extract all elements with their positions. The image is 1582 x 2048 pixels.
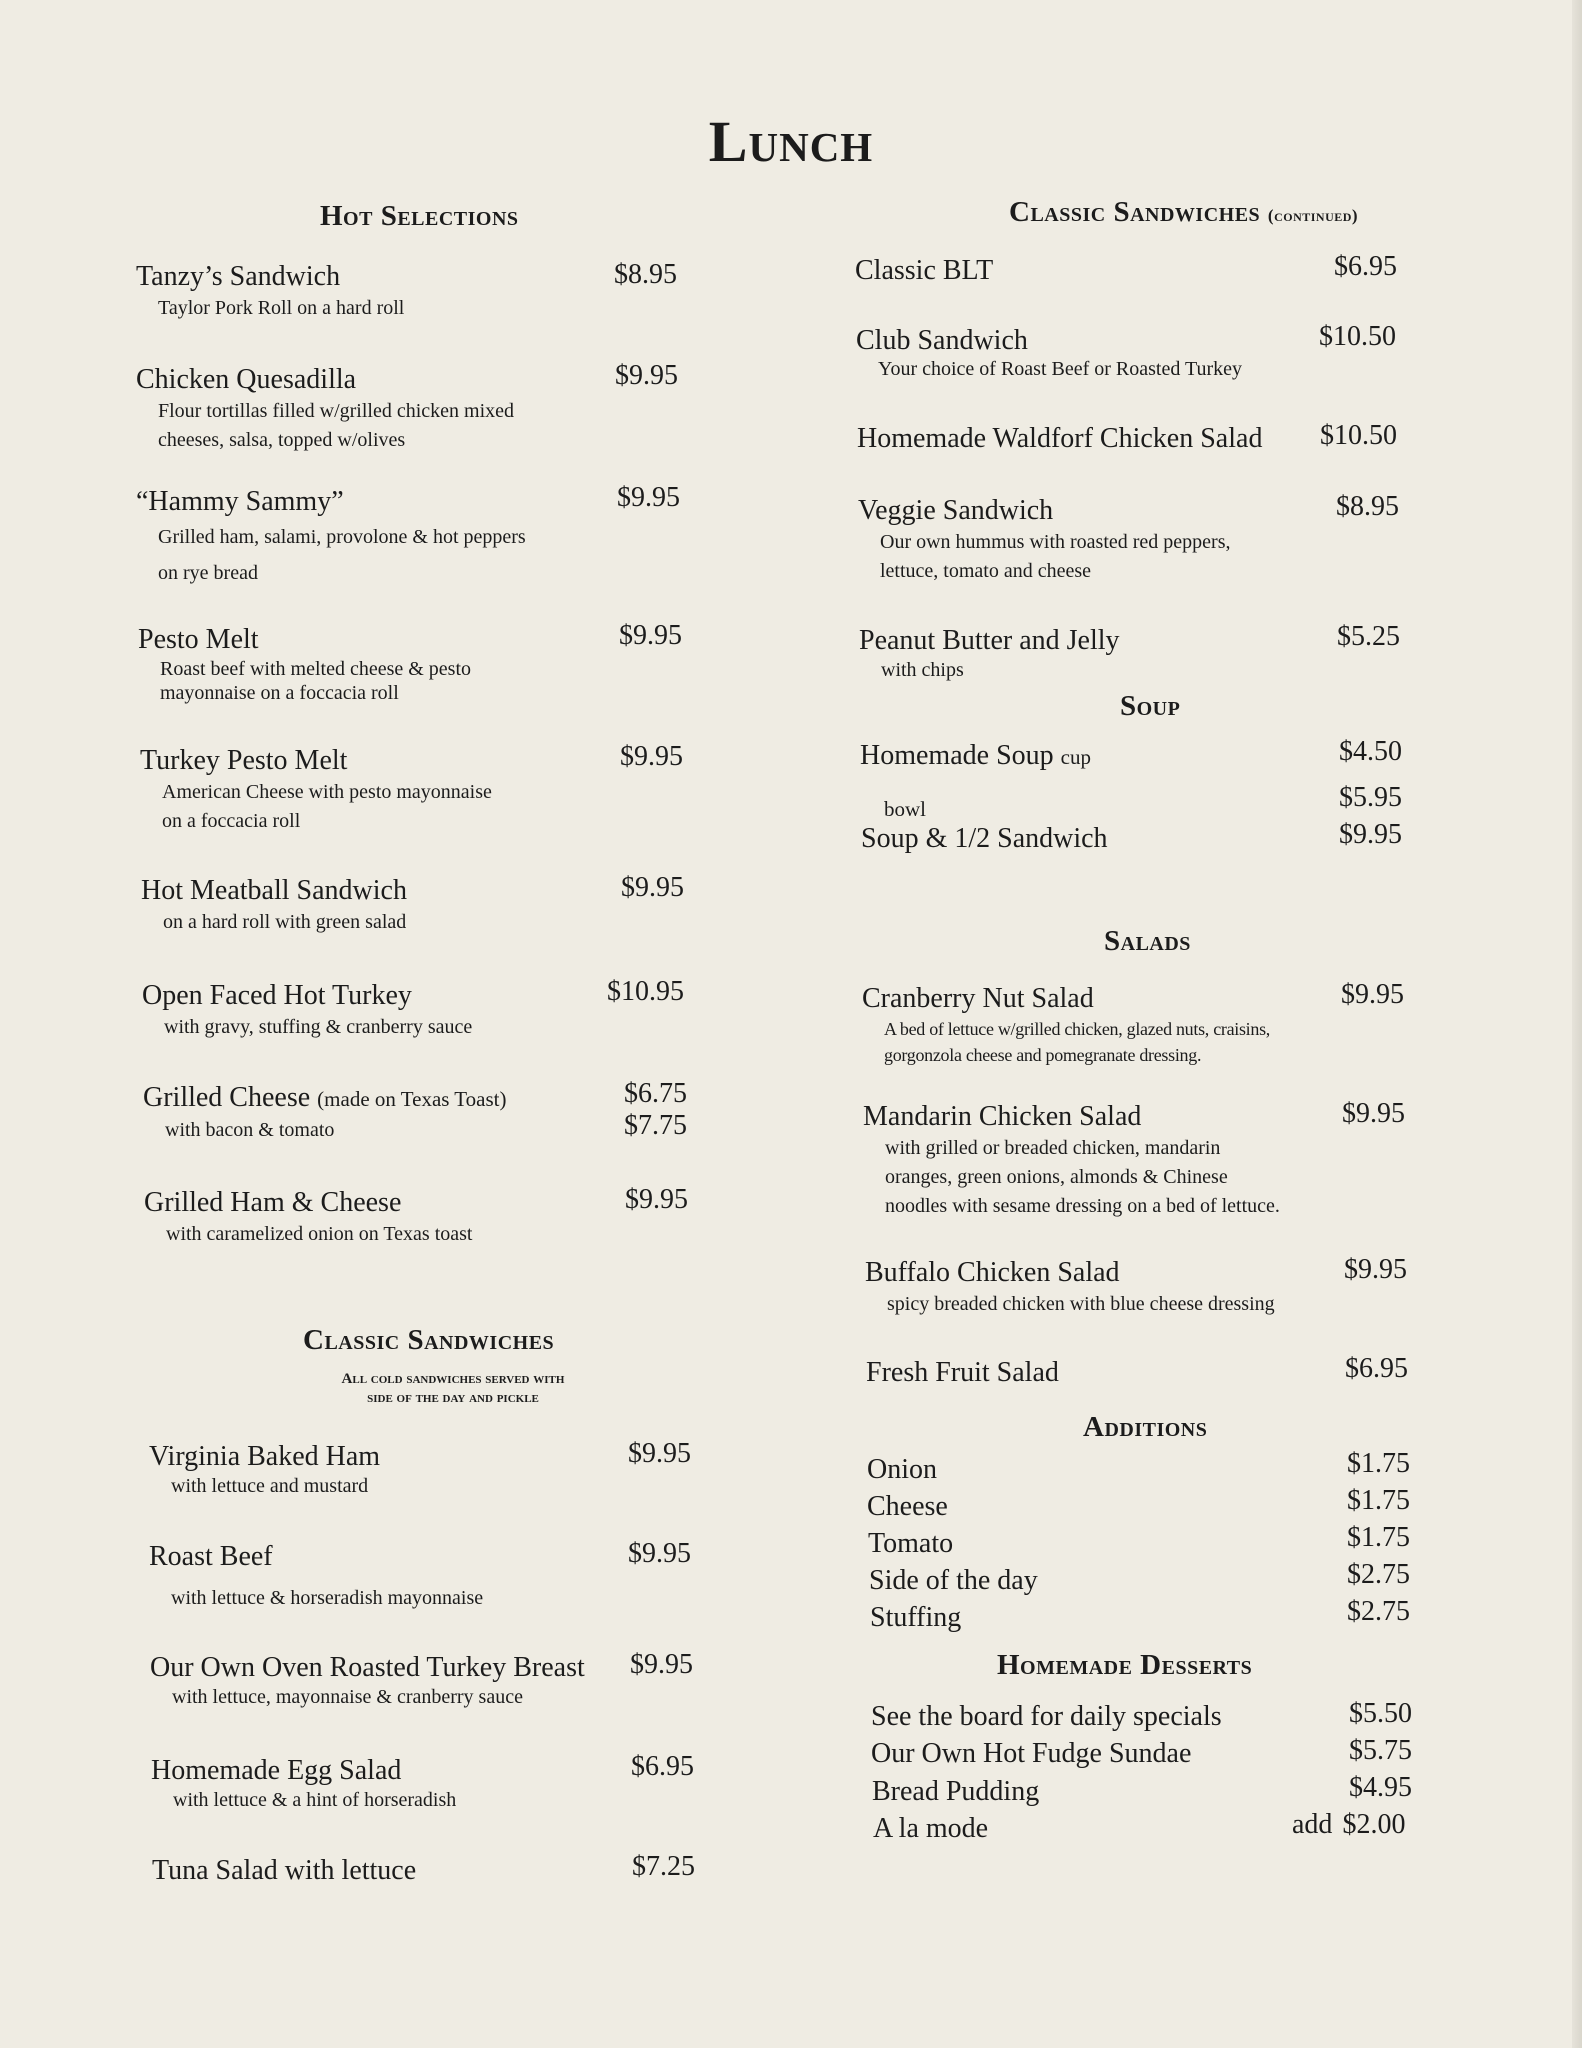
item-name xyxy=(860,739,1091,774)
item-name: Club Sandwich xyxy=(856,325,1028,356)
item-description: gorgonzola cheese and pomegranate dressing. xyxy=(884,1045,1202,1065)
continued-label: (continued) xyxy=(1267,206,1359,225)
item-price: $9.95 xyxy=(1341,979,1404,1010)
item-name: Our Own Oven Roasted Turkey Breast xyxy=(150,1652,585,1683)
item-description: Grilled ham, salami, provolone & hot peppers xyxy=(158,526,526,548)
item-name xyxy=(143,1081,507,1116)
item-name: Bread Pudding xyxy=(872,1776,1040,1807)
item-name: Onion xyxy=(867,1454,937,1485)
item-name: Open Faced Hot Turkey xyxy=(142,980,412,1011)
item-price: $9.95 xyxy=(628,1438,691,1469)
item-description: cheeses, salsa, topped w/olives xyxy=(158,429,406,451)
item-price: $5.50 xyxy=(1349,1698,1412,1729)
item-price: $9.95 xyxy=(1339,819,1402,850)
item-price-secondary: $7.75 xyxy=(624,1110,687,1141)
menu-item xyxy=(867,1453,937,1487)
item-name: Mandarin Chicken Salad xyxy=(863,1101,1142,1132)
item-description: with lettuce and mustard xyxy=(171,1475,369,1497)
item-price: $9.95 xyxy=(615,360,678,391)
item-description: Flour tortillas filled w/grilled chicken mixed xyxy=(158,400,515,422)
item-price xyxy=(1292,1808,1405,1842)
item-price: $5.75 xyxy=(1349,1735,1412,1766)
item-price: $1.75 xyxy=(1347,1522,1410,1553)
item-price: $6.95 xyxy=(631,1751,694,1782)
item-name: Homemade Egg Salad xyxy=(151,1755,402,1786)
item-price: $9.95 xyxy=(617,482,680,513)
item-price: $1.75 xyxy=(1347,1485,1410,1516)
item-name: Our Own Hot Fudge Sundae xyxy=(871,1738,1192,1769)
section-salads: Salads xyxy=(1104,925,1191,957)
item-name: Grilled Ham & Cheese xyxy=(144,1187,402,1218)
item-name: Hot Meatball Sandwich xyxy=(141,875,407,906)
item-description: noodles with sesame dressing on a bed of lettuce. xyxy=(885,1195,1280,1217)
menu-item xyxy=(140,744,492,836)
item-description: on a foccacia roll xyxy=(162,810,301,832)
item-name: Cranberry Nut Salad xyxy=(862,983,1094,1014)
item-description: on a hard roll with green salad xyxy=(163,911,407,933)
item-name: Chicken Quesadilla xyxy=(136,364,357,395)
item-price: $5.95 xyxy=(1339,782,1402,813)
menu-item xyxy=(136,260,404,323)
item-name: Turkey Pesto Melt xyxy=(140,745,348,776)
menu-item xyxy=(151,1754,456,1812)
item-price: $6.75 xyxy=(624,1078,687,1109)
menu-item xyxy=(142,979,472,1042)
item-price: $9.95 xyxy=(625,1184,688,1215)
menu-title: Lunch xyxy=(708,109,874,174)
menu-item xyxy=(862,982,1270,1068)
item-price: $9.95 xyxy=(619,620,682,651)
item-price: $2.75 xyxy=(1347,1596,1410,1627)
item-price: $10.50 xyxy=(1320,420,1397,451)
item-price: $10.50 xyxy=(1319,321,1396,352)
section-hot-selections: Hot Selections xyxy=(320,200,519,232)
item-description: spicy breaded chicken with blue cheese dressing xyxy=(887,1293,1275,1315)
menu-item xyxy=(144,1186,472,1249)
item-price: $9.95 xyxy=(628,1538,691,1569)
item-price: $9.95 xyxy=(620,741,683,772)
item-description: with lettuce, mayonnaise & cranberry sauce xyxy=(172,1686,523,1708)
menu-item xyxy=(136,485,526,591)
item-name: Tuna Salad with lettuce xyxy=(152,1855,417,1886)
item-description: with bacon & tomato xyxy=(165,1119,335,1141)
item-name: Buffalo Chicken Salad xyxy=(865,1257,1120,1288)
item-description: lettuce, tomato and cheese xyxy=(880,560,1092,582)
item-name: Side of the day xyxy=(869,1565,1038,1596)
section-desserts: Homemade Desserts xyxy=(997,1649,1253,1681)
item-name: Pesto Melt xyxy=(138,624,259,655)
item-description: mayonnaise on a foccacia roll xyxy=(160,682,399,704)
item-description: A bed of lettuce w/grilled chicken, glazed nuts, craisins, xyxy=(884,1019,1270,1039)
item-price: $5.25 xyxy=(1337,621,1400,652)
item-name: A la mode xyxy=(873,1813,989,1844)
item-description: with lettuce & a hint of horseradish xyxy=(173,1789,457,1811)
menu-item xyxy=(869,1564,1038,1598)
item-name: See the board for daily specials xyxy=(871,1701,1222,1732)
menu-item xyxy=(863,1100,1280,1221)
menu-item xyxy=(858,494,1231,586)
menu-item xyxy=(857,422,1262,456)
item-price: $2.75 xyxy=(1347,1559,1410,1590)
menu-item xyxy=(856,324,1242,380)
menu-item xyxy=(136,363,514,455)
item-price: $8.95 xyxy=(614,259,677,290)
section-note-line: All cold sandwiches served with xyxy=(341,1371,565,1387)
item-price: $9.95 xyxy=(621,872,684,903)
item-price: $10.95 xyxy=(607,976,684,1007)
section-classic-sandwiches-continued xyxy=(1009,196,1358,229)
item-name-text: Grilled Cheese xyxy=(143,1082,311,1113)
item-name: Tanzy’s Sandwich xyxy=(136,261,341,292)
item-name: Virginia Baked Ham xyxy=(149,1441,381,1472)
section-classic-sandwiches: Classic Sandwiches xyxy=(303,1324,555,1356)
item-name: Veggie Sandwich xyxy=(858,495,1054,526)
item-name-note: (made on Texas Toast) xyxy=(317,1087,507,1111)
menu-item xyxy=(872,1775,1039,1809)
item-description: oranges, green onions, almonds & Chinese xyxy=(885,1166,1228,1188)
menu-item xyxy=(866,1356,1059,1390)
menu-item xyxy=(873,1812,988,1846)
item-name: Peanut Butter and Jelly xyxy=(859,625,1120,656)
menu-item xyxy=(870,1601,961,1635)
section-soup: Soup xyxy=(1120,690,1181,722)
price-prefix: add xyxy=(1292,1809,1333,1840)
menu-item xyxy=(861,822,1108,856)
item-description: Taylor Pork Roll on a hard roll xyxy=(158,297,405,319)
menu-item xyxy=(138,623,471,705)
menu-item xyxy=(150,1651,585,1709)
menu-item xyxy=(867,1490,948,1524)
menu-item xyxy=(152,1854,416,1888)
item-name: Homemade Waldforf Chicken Salad xyxy=(857,423,1263,454)
menu-item xyxy=(141,874,407,937)
item-description: with lettuce & horseradish mayonnaise xyxy=(171,1587,484,1609)
item-description: American Cheese with pesto mayonnaise xyxy=(162,781,492,803)
menu-item xyxy=(871,1700,1222,1734)
menu-item xyxy=(884,792,926,826)
item-name-text: Homemade Soup xyxy=(860,740,1054,771)
menu-item xyxy=(859,624,1120,682)
item-description: Roast beef with melted cheese & pesto xyxy=(160,658,472,680)
menu-item xyxy=(868,1527,953,1561)
item-name: Soup & 1/2 Sandwich xyxy=(861,823,1108,854)
item-price: $9.95 xyxy=(630,1649,693,1680)
item-price: $9.95 xyxy=(1342,1098,1405,1129)
item-name: Cheese xyxy=(867,1491,948,1522)
item-description: with caramelized onion on Texas toast xyxy=(166,1223,473,1245)
section-note xyxy=(233,1370,673,1408)
section-additions: Additions xyxy=(1083,1411,1208,1443)
menu-item xyxy=(871,1737,1191,1771)
menu-item xyxy=(149,1440,380,1498)
item-name: Stuffing xyxy=(870,1602,962,1633)
item-name: Fresh Fruit Salad xyxy=(866,1357,1059,1388)
price-value: $2.00 xyxy=(1342,1809,1406,1840)
item-size: cup xyxy=(1060,745,1091,769)
section-note-line: side of the day and pickle xyxy=(367,1390,539,1406)
item-description: with chips xyxy=(881,659,964,681)
section-title: Classic Sandwiches xyxy=(1009,196,1261,228)
item-size: bowl xyxy=(884,797,926,821)
page-edge xyxy=(1572,0,1582,2048)
item-price: $1.75 xyxy=(1347,1448,1410,1479)
item-price: $6.95 xyxy=(1345,1353,1408,1384)
menu-item xyxy=(143,1081,507,1145)
menu-item xyxy=(865,1256,1275,1319)
item-price: $4.95 xyxy=(1349,1772,1412,1803)
item-price: $9.95 xyxy=(1344,1254,1407,1285)
item-name: Tomato xyxy=(868,1528,954,1559)
item-description: with grilled or breaded chicken, mandarin xyxy=(885,1137,1221,1159)
item-name: “Hammy Sammy” xyxy=(136,486,344,517)
item-price: $7.25 xyxy=(632,1851,695,1882)
item-name: Roast Beef xyxy=(149,1541,273,1572)
item-price: $4.50 xyxy=(1339,736,1402,767)
item-price: $6.95 xyxy=(1334,251,1397,282)
item-price: $8.95 xyxy=(1336,491,1399,522)
item-description: Our own hummus with roasted red peppers, xyxy=(880,531,1231,553)
menu-item xyxy=(855,254,993,288)
menu-item xyxy=(149,1540,483,1613)
item-description: on rye bread xyxy=(158,562,258,584)
menu-item xyxy=(860,739,1091,774)
item-description: with gravy, stuffing & cranberry sauce xyxy=(164,1016,473,1038)
item-description: Your choice of Roast Beef or Roasted Turkey xyxy=(878,358,1243,380)
item-name: Classic BLT xyxy=(855,255,994,286)
